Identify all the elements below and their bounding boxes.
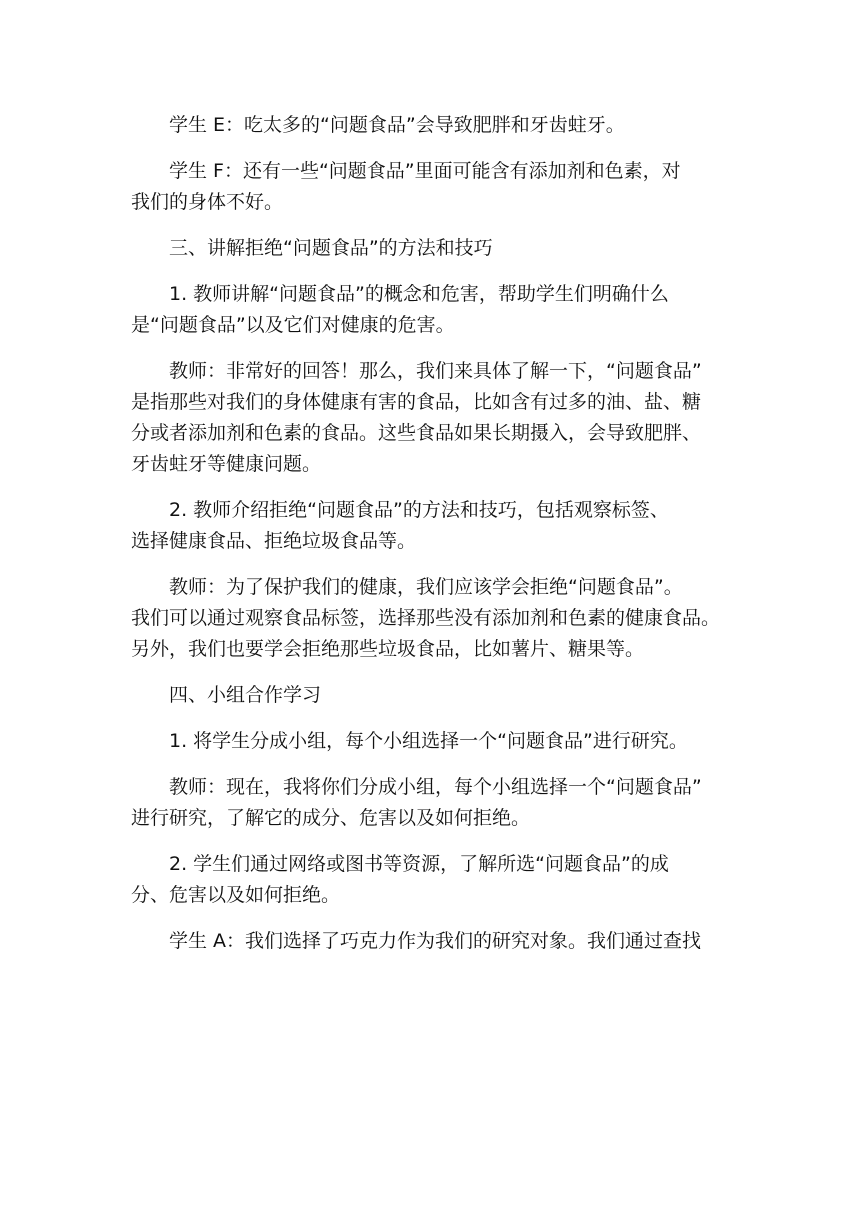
text-line: 教师：非常好的回答！那么，我们来具体了解一下，“问题食品” bbox=[169, 360, 702, 382]
paragraph-item-3-2 bbox=[131, 495, 751, 557]
section-heading-3 bbox=[131, 233, 751, 264]
text-line: 我们的身体不好。 bbox=[131, 191, 284, 213]
text-line: 学生 E：吃太多的“问题食品”会导致肥胖和牙齿蛀牙。 bbox=[169, 114, 625, 136]
text-line: 牙齿蛀牙等健康问题。 bbox=[131, 453, 322, 475]
text-line: 教师：现在，我将你们分成小组，每个小组选择一个“问题食品” bbox=[169, 776, 702, 798]
text-line: 是“问题食品”以及它们对健康的危害。 bbox=[131, 314, 455, 336]
document-body bbox=[131, 110, 751, 972]
text-line: 四、小组合作学习 bbox=[169, 684, 322, 706]
paragraph-item-3-1 bbox=[131, 279, 751, 341]
text-line: 分、危害以及如何拒绝。 bbox=[131, 884, 341, 906]
text-line: 2. 学生们通过网络或图书等资源，了解所选“问题食品”的成 bbox=[169, 853, 669, 875]
text-line: 选择健康食品、拒绝垃圾食品等。 bbox=[131, 530, 417, 552]
paragraph-student-f bbox=[131, 156, 751, 218]
text-line: 1. 教师讲解“问题食品”的概念和危害，帮助学生们明确什么 bbox=[169, 283, 669, 305]
text-line: 2. 教师介绍拒绝“问题食品”的方法和技巧，包括观察标签、 bbox=[169, 499, 669, 521]
text-line: 学生 F：还有一些“问题食品”里面可能含有添加剂和色素，对 bbox=[169, 160, 681, 182]
text-line: 我们可以通过观察食品标签，选择那些没有添加剂和色素的健康食品。 bbox=[131, 607, 721, 629]
text-line: 教师：为了保护我们的健康，我们应该学会拒绝“问题食品”。 bbox=[169, 576, 683, 598]
section-heading-4 bbox=[131, 680, 751, 711]
paragraph-teacher-3 bbox=[131, 772, 751, 834]
paragraph-student-a bbox=[131, 926, 751, 957]
paragraph-item-4-2 bbox=[131, 849, 751, 911]
paragraph-student-e bbox=[131, 110, 751, 141]
text-line: 进行研究，了解它的成分、危害以及如何拒绝。 bbox=[131, 807, 531, 829]
text-line: 1. 将学生分成小组，每个小组选择一个“问题食品”进行研究。 bbox=[169, 730, 688, 752]
text-line: 学生 A：我们选择了巧克力作为我们的研究对象。我们通过查找 bbox=[169, 930, 702, 952]
text-line: 分或者添加剂和色素的食品。这些食品如果长期摄入，会导致肥胖、 bbox=[131, 422, 702, 444]
text-line: 另外，我们也要学会拒绝那些垃圾食品，比如薯片、糖果等。 bbox=[131, 638, 645, 660]
text-line: 三、讲解拒绝“问题食品”的方法和技巧 bbox=[169, 237, 493, 259]
text-line: 是指那些对我们的身体健康有害的食品，比如含有过多的油、盐、糖 bbox=[131, 391, 702, 413]
paragraph-teacher-2 bbox=[131, 572, 751, 665]
paragraph-teacher-1 bbox=[131, 356, 751, 480]
paragraph-item-4-1 bbox=[131, 726, 751, 757]
